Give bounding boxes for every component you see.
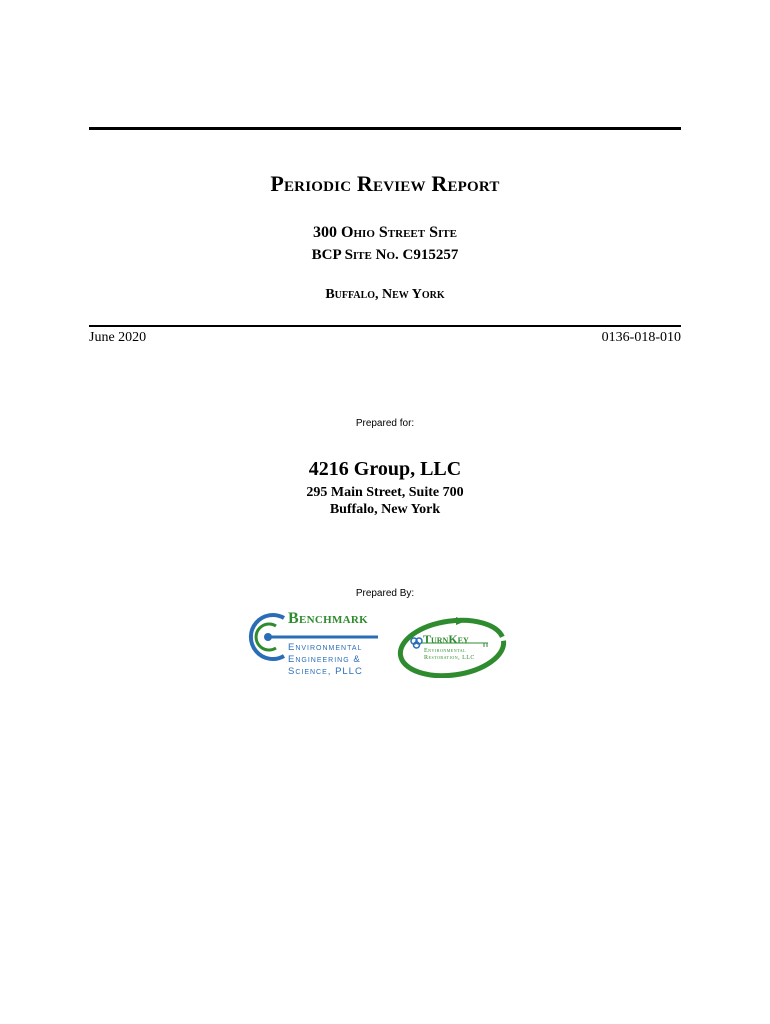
benchmark-name: Benchmark — [288, 610, 368, 627]
turnkey-line2: Restoration, LLC — [424, 655, 475, 661]
benchmark-logo — [246, 610, 381, 680]
middle-divider — [89, 325, 681, 327]
benchmark-line2: Engineering & — [288, 654, 361, 665]
turnkey-logo — [396, 614, 510, 678]
client-address-line1: 295 Main Street, Suite 700 — [306, 485, 464, 500]
prepared-for-label: Prepared for: — [355, 418, 415, 429]
top-divider — [89, 127, 681, 130]
report-date: June 2020 — [89, 330, 147, 345]
bcp-site-number: BCP Site No. C915257 — [311, 247, 459, 263]
benchmark-line3: Science, PLLC — [288, 666, 363, 677]
site-location: Buffalo, New York — [325, 287, 445, 302]
report-title: Periodic Review Report — [270, 171, 500, 196]
site-name: 300 Ohio Street Site — [313, 224, 457, 241]
benchmark-line1: Environmental — [288, 642, 363, 653]
client-address-line2: Buffalo, New York — [329, 502, 441, 517]
prepared-by-label: Prepared By: — [355, 588, 415, 599]
turnkey-name: TurnKey — [423, 632, 469, 646]
client-name: 4216 Group, LLC — [308, 458, 462, 480]
turnkey-line1: Environmental — [424, 648, 467, 654]
project-number: 0136-018-010 — [601, 330, 681, 345]
